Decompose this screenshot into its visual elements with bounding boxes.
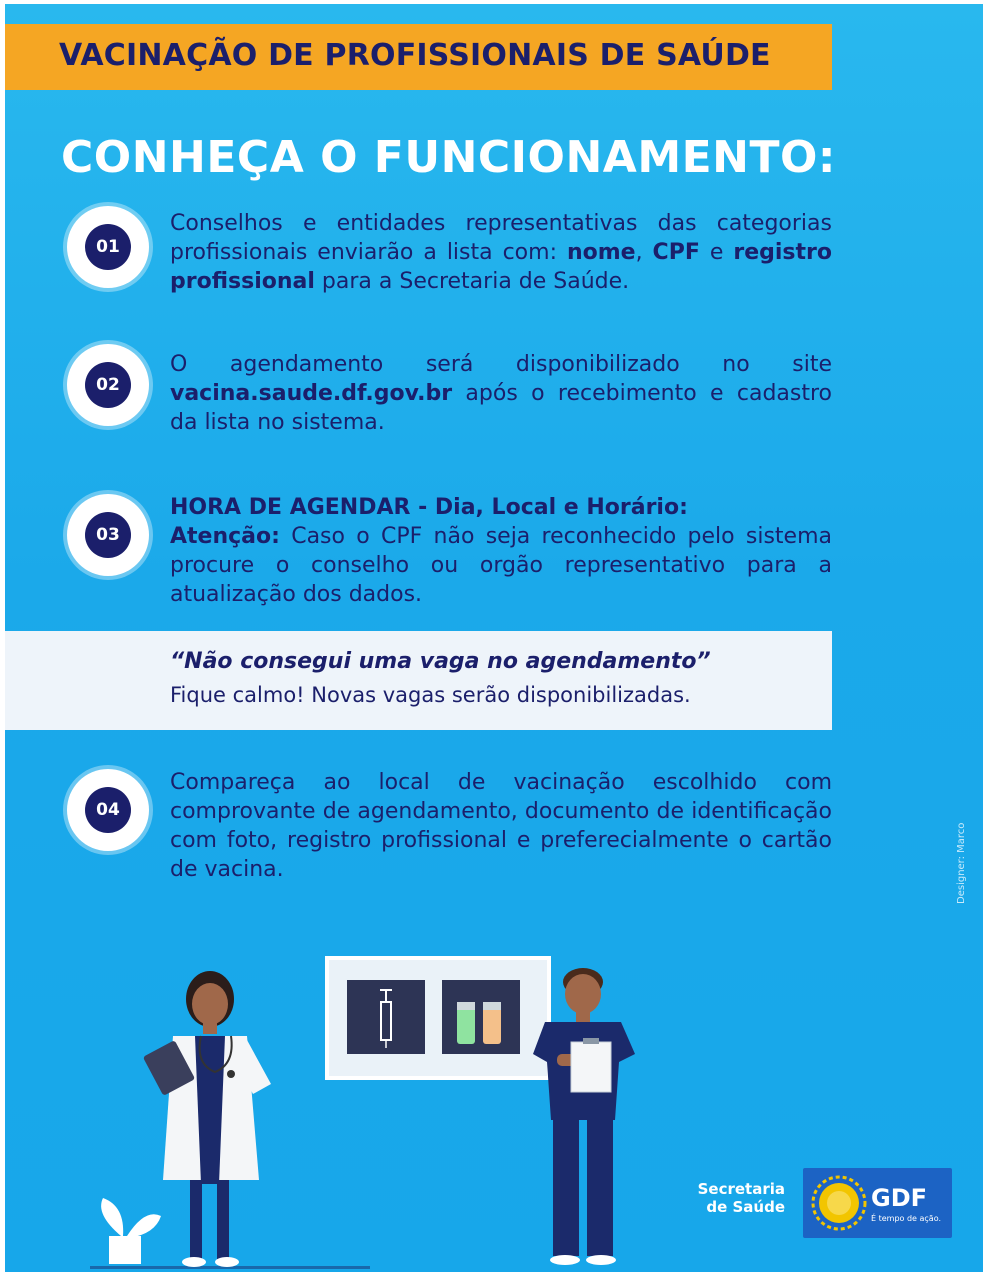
clipboard-icon bbox=[571, 1038, 611, 1092]
callout-question: “Não consegui uma vaga no agendamento” bbox=[170, 649, 711, 674]
step-02-text: O agendamento será disponibilizado no site vacina.saude.df.gov.br após o recebimento e cadastro da lista no sistema. bbox=[170, 352, 832, 435]
plant-icon bbox=[101, 1198, 161, 1264]
wall-board bbox=[327, 958, 549, 1078]
callout-box bbox=[5, 631, 832, 730]
doctor-figure bbox=[155, 971, 271, 1267]
gdf-sun-logo bbox=[809, 1173, 869, 1233]
step-number: 04 bbox=[85, 787, 131, 833]
branding bbox=[690, 1168, 952, 1240]
secretaria-de-saude-label: Secretaria de Saúde bbox=[697, 1180, 785, 1216]
step-03-heading: HORA DE AGENDAR - Dia, Local e Horário: bbox=[170, 495, 688, 520]
step-number: 03 bbox=[85, 512, 131, 558]
gdf-tagline: É tempo de ação. bbox=[871, 1214, 942, 1223]
poster bbox=[5, 4, 983, 1272]
gdf-wordmark: GDF bbox=[871, 1184, 928, 1212]
step-badge-02 bbox=[67, 344, 149, 426]
step-03-text: HORA DE AGENDAR - Dia, Local e Horário: Atenção: Caso o CPF não seja reconhecido pelo sistema procure o conselho ou orgão representativo para a atualização dos dados. bbox=[170, 495, 832, 607]
gdf-logo bbox=[803, 1168, 952, 1238]
step-badge-01 bbox=[67, 206, 149, 288]
designer-credit: Designer: Marco bbox=[956, 822, 967, 904]
page-headline: CONHEÇA O FUNCIONAMENTO: bbox=[61, 132, 837, 183]
banner-title: VACINAÇÃO DE PROFISSIONAIS DE SAÚDE bbox=[59, 38, 771, 73]
step-badge-03 bbox=[67, 494, 149, 576]
title-banner bbox=[5, 24, 832, 90]
step-number: 02 bbox=[85, 362, 131, 408]
step-01-text: Conselhos e entidades representativas das categorias profissionais enviarão a lista com: nome, CPF e registro profissional para a Secretaria de Saúde. bbox=[170, 211, 832, 294]
callout-answer: Fique calmo! Novas vagas serão disponibilizadas. bbox=[170, 683, 691, 707]
step-04-text: Compareça ao local de vacinação escolhido com comprovante de agendamento, documento de identificação com foto, registro profissional e preferecialmente o cartão de vacina. bbox=[170, 770, 832, 882]
step-number: 01 bbox=[85, 224, 131, 270]
step-badge-04 bbox=[67, 769, 149, 851]
